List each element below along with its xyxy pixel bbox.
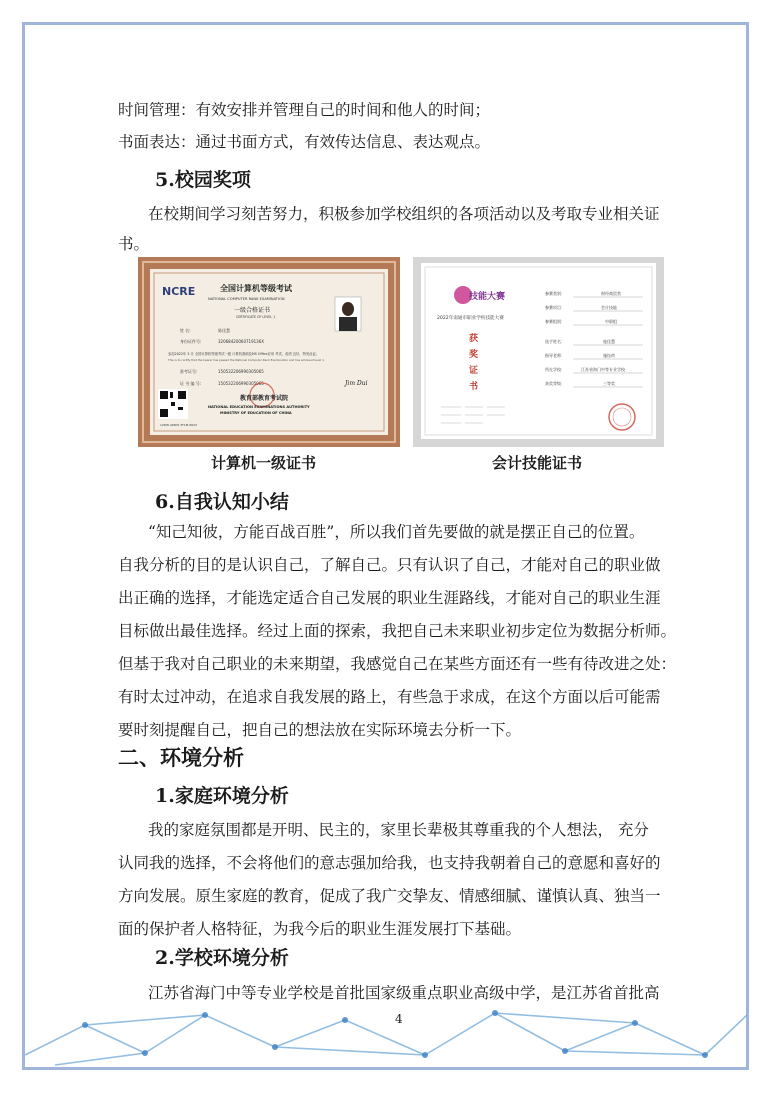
svg-text:庞佳慧: 庞佳慧: [603, 339, 615, 344]
svg-text:CERTIFICATE OF LEVEL 1: CERTIFICATE OF LEVEL 1: [236, 315, 276, 319]
text-line: 认同我的选择，不会将他们的意志强加给我，也支持我朝着自己的意愿和喜好的: [118, 854, 661, 872]
heading-awards: 5.校园奖项: [155, 169, 251, 191]
text-line: 有时太过冲动，在追求自我发展的路上，有些急于求成，在这个方面以后可能需: [118, 688, 661, 706]
caption-accounting-cert: 会计技能证书: [492, 454, 583, 472]
text-line: 出正确的选择，才能选定适合自己发展的职业生涯路线，才能对自己的职业生涯: [118, 589, 661, 607]
page-frame: [22, 22, 749, 1070]
page-number: 4: [395, 1012, 403, 1026]
ncre-logo: NCRE: [162, 285, 196, 298]
svg-text:指导老师：: 指导老师：: [545, 353, 565, 358]
svg-text:NATIONAL COMPUTER RANK EXAMINA: NATIONAL COMPUTER RANK EXAMINATION: [208, 297, 285, 301]
text-line: 书面表达：通过书面方式，有效传达信息、表达观点。: [118, 133, 491, 151]
svg-text:所在学校：: 所在学校：: [545, 367, 565, 372]
svg-text:32068420060719136X: 32068420060719136X: [218, 339, 265, 344]
svg-text:MINISTRY OF EDUCATION OF CHINA: MINISTRY OF EDUCATION OF CHINA: [220, 411, 292, 415]
heading-school: 2.学校环境分析: [155, 947, 289, 969]
text-line: 面的保护者人格特征，为我今后的职业生涯发展打下基础。: [118, 920, 522, 938]
text-line: 我的家庭氛围都是开明、民主的，家里长辈极其尊重我的个人想法， 充分: [148, 821, 649, 839]
svg-text:获奖等级：: 获奖等级：: [545, 381, 565, 386]
text-line: 目标做出最佳选择。经过上面的探索，我把自己未来职业初步定位为数据分析师。: [118, 622, 677, 640]
computer-certificate-image: [138, 257, 400, 447]
svg-text:教育部教育考试院: 教育部教育考试院: [240, 395, 289, 402]
text-line: 书。: [118, 235, 150, 253]
svg-text:三等奖: 三等奖: [603, 381, 615, 386]
text-line: 自我分析的目的是认识自己，了解自己。只有认识了自己，才能对自己的职业做: [118, 556, 661, 574]
text-line: 时间管理：有效安排并管理自己的时间和他人的时间；: [118, 101, 491, 119]
heading-family: 1.家庭环境分析: [155, 785, 289, 807]
text-line: “知己知彼，方能百战百胜”，所以我们首先要做的就是摆正自己的位置。: [148, 523, 645, 541]
svg-text:会计技能: 会计技能: [601, 305, 617, 310]
svg-text:技能大赛: 技能大赛: [469, 292, 506, 302]
svg-text:江苏省海门中等专业学校: 江苏省海门中等专业学校: [581, 367, 625, 372]
svg-text:NATIONAL EDUCATION EXAMINATION: NATIONAL EDUCATION EXAMINATIONS AUTHORITY: [208, 405, 310, 409]
svg-text:中职组: 中职组: [605, 319, 617, 324]
signature: Jim Dui: [345, 380, 368, 387]
award-char: 奖: [469, 350, 479, 360]
accounting-certificate-image: [413, 257, 664, 447]
award-char: 获: [469, 334, 479, 344]
svg-text:12DW APDW 3T1M 6023: 12DW APDW 3T1M 6023: [160, 423, 197, 427]
award-char: 书: [469, 382, 479, 392]
text-line: 方向发展。原生家庭的教育，促成了我广交挚友、情感细腻、谨慎认真、独当一: [118, 887, 661, 905]
svg-text:This is to certify that the be: This is to certify that the bearer has passed the National Computer Rank Examination and has achieved level 1.: [168, 358, 325, 362]
svg-text:选手姓名：: 选手姓名：: [545, 339, 565, 344]
caption-computer-cert: 计算机一级证书: [211, 454, 317, 472]
svg-text:参赛项目：: 参赛项目：: [545, 305, 565, 310]
svg-text:姓 名:: 姓 名:: [180, 328, 191, 333]
text-line: 在校期间学习刻苦努力，积极参加学校组织的各项活动以及考取专业相关证: [148, 205, 660, 223]
svg-text:陈佳慧: 陈佳慧: [218, 328, 230, 333]
svg-text:财经商贸类: 财经商贸类: [601, 291, 621, 296]
svg-text:150532206990305065: 150532206990305065: [218, 381, 264, 386]
text-line: 江苏省海门中等专业学校是首批国家级重点职业高级中学，是江苏省首批高: [148, 984, 660, 1002]
svg-text:身份证件号:: 身份证件号:: [180, 339, 202, 344]
svg-text:2022年南通市职业学校技能大赛: 2022年南通市职业学校技能大赛: [437, 316, 504, 321]
svg-text:150532206990305065: 150532206990305065: [218, 369, 264, 374]
svg-text:参赛组别：: 参赛组别：: [545, 319, 565, 324]
svg-text:一级合格证书: 一级合格证书: [234, 307, 271, 314]
svg-text:施钰荷: 施钰荷: [603, 353, 615, 358]
award-char: 证: [469, 366, 479, 376]
heading-self-awareness: 6.自我认知小结: [155, 491, 289, 513]
heading-environment: 二、环境分析: [118, 745, 244, 770]
cert1-title: 全国计算机等级考试: [220, 283, 292, 293]
svg-text:证 书 编 号:: 证 书 编 号:: [180, 381, 202, 386]
text-line: 要时刻提醒自己，把自己的想法放在实际环境去分析一下。: [118, 721, 522, 739]
svg-text:参赛类别：: 参赛类别：: [545, 291, 565, 296]
svg-text:准考证号:: 准考证号:: [180, 369, 198, 374]
svg-text:参加2022年 5 月 全国计算机等级考试一级 计算机基础及: 参加2022年 5 月 全国计算机等级考试一级 计算机基础及MS Office应用 考试，成绩 良好，特发此证。: [168, 352, 320, 356]
text-line: 但基于我对自己职业的未来期望，我感觉自己在某些方面还有一些有待改进之处：: [118, 655, 677, 673]
